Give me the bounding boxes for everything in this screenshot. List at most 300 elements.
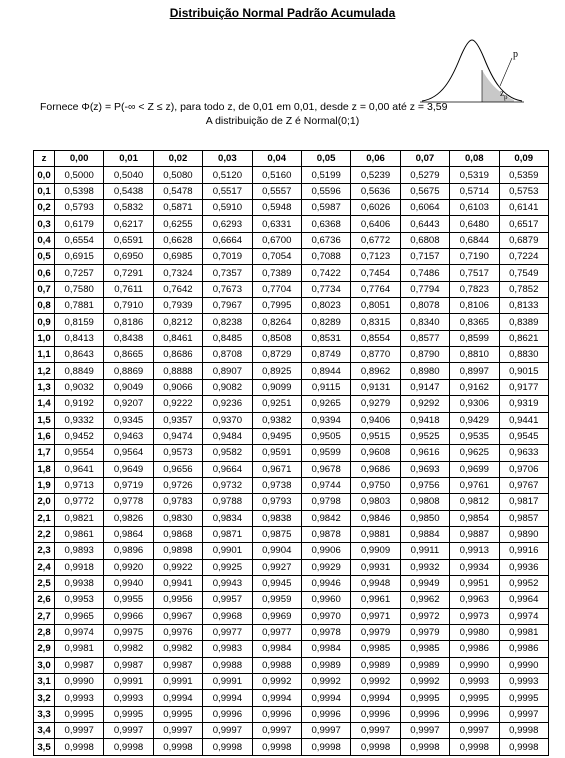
table-cell: 0,9625 bbox=[450, 445, 499, 461]
table-cell: 0,5596 bbox=[301, 183, 350, 199]
row-header-z: 1,1 bbox=[34, 347, 55, 363]
table-cell: 0,9131 bbox=[351, 379, 400, 395]
table-cell: 0,7881 bbox=[55, 298, 104, 314]
table-cell: 0,8531 bbox=[301, 330, 350, 346]
table-cell: 0,7019 bbox=[203, 249, 252, 265]
table-cell: 0,9992 bbox=[400, 674, 449, 690]
table-cell: 0,5832 bbox=[104, 200, 153, 216]
row-header-z: 1,4 bbox=[34, 396, 55, 412]
table-cell: 0,8133 bbox=[499, 298, 548, 314]
table-cell: 0,9821 bbox=[55, 510, 104, 526]
table-cell: 0,9974 bbox=[499, 608, 548, 624]
table-cell: 0,9599 bbox=[301, 445, 350, 461]
table-cell: 0,9761 bbox=[450, 477, 499, 493]
table-cell: 0,9987 bbox=[55, 657, 104, 673]
table-cell: 0,9484 bbox=[203, 428, 252, 444]
table-cell: 0,9995 bbox=[104, 706, 153, 722]
table-row bbox=[34, 314, 549, 330]
table-cell: 0,6141 bbox=[499, 200, 548, 216]
table-cell: 0,7734 bbox=[301, 281, 350, 297]
table-row bbox=[34, 167, 549, 183]
table-cell: 0,9953 bbox=[55, 592, 104, 608]
table-cell: 0,9192 bbox=[55, 396, 104, 412]
table-cell: 0,5398 bbox=[55, 183, 104, 199]
table-cell: 0,8643 bbox=[55, 347, 104, 363]
table-cell: 0,5319 bbox=[450, 167, 499, 183]
table-cell: 0,9988 bbox=[252, 657, 301, 673]
table-cell: 0,9996 bbox=[400, 706, 449, 722]
table-cell: 0,9251 bbox=[252, 396, 301, 412]
row-header-z: 2,3 bbox=[34, 543, 55, 559]
table-cell: 0,9881 bbox=[351, 526, 400, 542]
table-cell: 0,5910 bbox=[203, 200, 252, 216]
table-row bbox=[34, 347, 549, 363]
table-cell: 0,9474 bbox=[153, 428, 202, 444]
table-cell: 0,9864 bbox=[104, 526, 153, 542]
table-cell: 0,9997 bbox=[203, 723, 252, 739]
table-cell: 0,9994 bbox=[252, 690, 301, 706]
table-cell: 0,9279 bbox=[351, 396, 400, 412]
table-cell: 0,9838 bbox=[252, 510, 301, 526]
table-cell: 0,6103 bbox=[450, 200, 499, 216]
table-cell: 0,9798 bbox=[301, 494, 350, 510]
table-cell: 0,9812 bbox=[450, 494, 499, 510]
table-cell: 0,8577 bbox=[400, 330, 449, 346]
table-cell: 0,9904 bbox=[252, 543, 301, 559]
table-cell: 0,7910 bbox=[104, 298, 153, 314]
p-pointer-line bbox=[500, 58, 512, 86]
table-cell: 0,9382 bbox=[252, 412, 301, 428]
table-cell: 0,8708 bbox=[203, 347, 252, 363]
table-cell: 0,9846 bbox=[351, 510, 400, 526]
table-cell: 0,6700 bbox=[252, 232, 301, 248]
table-cell: 0,9778 bbox=[104, 494, 153, 510]
table-cell: 0,6517 bbox=[499, 216, 548, 232]
table-cell: 0,5279 bbox=[400, 167, 449, 183]
table-cell: 0,9032 bbox=[55, 379, 104, 395]
table-cell: 0,9945 bbox=[252, 575, 301, 591]
table-cell: 0,5120 bbox=[203, 167, 252, 183]
table-cell: 0,5160 bbox=[252, 167, 301, 183]
table-cell: 0,9861 bbox=[55, 526, 104, 542]
table-cell: 0,9931 bbox=[351, 559, 400, 575]
table-cell: 0,9803 bbox=[351, 494, 400, 510]
table-cell: 0,6064 bbox=[400, 200, 449, 216]
table-cell: 0,8023 bbox=[301, 298, 350, 314]
table-cell: 0,9406 bbox=[351, 412, 400, 428]
table-cell: 0,9049 bbox=[104, 379, 153, 395]
table-cell: 0,9998 bbox=[252, 739, 301, 755]
table-cell: 0,9970 bbox=[301, 608, 350, 624]
description-line-2: A distribuição de Z é Normal(0;1) bbox=[205, 115, 360, 127]
table-cell: 0,9332 bbox=[55, 412, 104, 428]
table-cell: 0,9901 bbox=[203, 543, 252, 559]
table-cell: 0,7389 bbox=[252, 265, 301, 281]
table-cell: 0,9998 bbox=[203, 739, 252, 755]
table-cell: 0,9793 bbox=[252, 494, 301, 510]
table-row bbox=[34, 641, 549, 657]
table-row bbox=[34, 183, 549, 199]
table-cell: 0,8159 bbox=[55, 314, 104, 330]
table-cell: 0,9989 bbox=[351, 657, 400, 673]
table-cell: 0,7764 bbox=[351, 281, 400, 297]
table-cell: 0,9995 bbox=[55, 706, 104, 722]
table-row bbox=[34, 379, 549, 395]
table-cell: 0,8621 bbox=[499, 330, 548, 346]
table-cell: 0,6480 bbox=[450, 216, 499, 232]
bell-curve bbox=[422, 40, 522, 101]
table-cell: 0,9998 bbox=[301, 739, 350, 755]
table-cell: 0,7257 bbox=[55, 265, 104, 281]
table-cell: 0,9911 bbox=[400, 543, 449, 559]
table-cell: 0,9934 bbox=[450, 559, 499, 575]
table-cell: 0,9082 bbox=[203, 379, 252, 395]
table-cell: 0,5080 bbox=[153, 167, 202, 183]
table-row bbox=[34, 706, 549, 722]
table-cell: 0,9582 bbox=[203, 445, 252, 461]
table-cell: 0,6443 bbox=[400, 216, 449, 232]
table-cell: 0,9591 bbox=[252, 445, 301, 461]
table-row bbox=[34, 592, 549, 608]
table-cell: 0,9996 bbox=[450, 706, 499, 722]
table-row bbox=[34, 674, 549, 690]
table-cell: 0,9913 bbox=[450, 543, 499, 559]
table-cell: 0,8438 bbox=[104, 330, 153, 346]
table-cell: 0,8907 bbox=[203, 363, 252, 379]
table-row bbox=[34, 526, 549, 542]
table-cell: 0,7357 bbox=[203, 265, 252, 281]
table-cell: 0,9997 bbox=[55, 723, 104, 739]
row-header-z: 3,4 bbox=[34, 723, 55, 739]
table-cell: 0,9842 bbox=[301, 510, 350, 526]
table-cell: 0,8729 bbox=[252, 347, 301, 363]
table-cell: 0,8365 bbox=[450, 314, 499, 330]
table-cell: 0,8962 bbox=[351, 363, 400, 379]
table-row bbox=[34, 281, 549, 297]
table-row bbox=[34, 477, 549, 493]
table-cell: 0,9162 bbox=[450, 379, 499, 395]
table-cell: 0,9943 bbox=[203, 575, 252, 591]
table-cell: 0,9994 bbox=[203, 690, 252, 706]
table-cell: 0,9664 bbox=[203, 461, 252, 477]
table-cell: 0,9989 bbox=[301, 657, 350, 673]
table-cell: 0,9981 bbox=[499, 624, 548, 640]
table-cell: 0,8849 bbox=[55, 363, 104, 379]
table-cell: 0,9990 bbox=[55, 674, 104, 690]
table-cell: 0,8925 bbox=[252, 363, 301, 379]
table-cell: 0,9826 bbox=[104, 510, 153, 526]
table-cell: 0,9994 bbox=[301, 690, 350, 706]
table-cell: 0,9616 bbox=[400, 445, 449, 461]
table-cell: 0,9974 bbox=[55, 624, 104, 640]
table-cell: 0,9965 bbox=[55, 608, 104, 624]
table-cell: 0,7704 bbox=[252, 281, 301, 297]
table-cell: 0,9977 bbox=[203, 624, 252, 640]
table-cell: 0,9738 bbox=[252, 477, 301, 493]
table-cell: 0,9979 bbox=[400, 624, 449, 640]
table-cell: 0,7611 bbox=[104, 281, 153, 297]
row-header-z: 0,8 bbox=[34, 298, 55, 314]
column-header-z: z bbox=[34, 151, 55, 167]
table-cell: 0,9306 bbox=[450, 396, 499, 412]
row-header-z: 1,5 bbox=[34, 412, 55, 428]
table-cell: 0,9983 bbox=[203, 641, 252, 657]
table-row bbox=[34, 298, 549, 314]
table-cell: 0,9988 bbox=[203, 657, 252, 673]
table-cell: 0,9967 bbox=[153, 608, 202, 624]
table-cell: 0,9966 bbox=[104, 608, 153, 624]
table-cell: 0,9998 bbox=[351, 739, 400, 755]
table-cell: 0,9949 bbox=[400, 575, 449, 591]
table-cell: 0,6255 bbox=[153, 216, 202, 232]
table-row bbox=[34, 330, 549, 346]
page-title: Distribuição Normal Padrão Acumulada bbox=[169, 6, 396, 20]
table-cell: 0,9977 bbox=[252, 624, 301, 640]
table-cell: 0,7157 bbox=[400, 249, 449, 265]
row-header-z: 3,1 bbox=[34, 674, 55, 690]
table-cell: 0,9998 bbox=[450, 739, 499, 755]
table-cell: 0,8051 bbox=[351, 298, 400, 314]
table-cell: 0,6915 bbox=[55, 249, 104, 265]
table-cell: 0,7486 bbox=[400, 265, 449, 281]
table-row bbox=[34, 428, 549, 444]
table-cell: 0,9441 bbox=[499, 412, 548, 428]
row-header-z: 1,7 bbox=[34, 445, 55, 461]
table-cell: 0,6879 bbox=[499, 232, 548, 248]
row-header-z: 1,0 bbox=[34, 330, 55, 346]
table-cell: 0,9962 bbox=[400, 592, 449, 608]
table-cell: 0,9996 bbox=[301, 706, 350, 722]
row-header-z: 2,9 bbox=[34, 641, 55, 657]
table-cell: 0,9932 bbox=[400, 559, 449, 575]
table-cell: 0,8830 bbox=[499, 347, 548, 363]
table-cell: 0,7939 bbox=[153, 298, 202, 314]
table-cell: 0,6331 bbox=[252, 216, 301, 232]
column-header: 0,02 bbox=[153, 151, 202, 167]
row-header-z: 0,5 bbox=[34, 249, 55, 265]
table-cell: 0,5948 bbox=[252, 200, 301, 216]
table-cell: 0,9319 bbox=[499, 396, 548, 412]
table-cell: 0,9946 bbox=[301, 575, 350, 591]
table-cell: 0,9975 bbox=[104, 624, 153, 640]
table-cell: 0,9177 bbox=[499, 379, 548, 395]
table-cell: 0,8106 bbox=[450, 298, 499, 314]
table-cell: 0,7123 bbox=[351, 249, 400, 265]
table-cell: 0,9991 bbox=[153, 674, 202, 690]
table-cell: 0,8790 bbox=[400, 347, 449, 363]
table-cell: 0,9015 bbox=[499, 363, 548, 379]
table-cell: 0,9726 bbox=[153, 477, 202, 493]
table-row bbox=[34, 575, 549, 591]
row-header-z: 1,6 bbox=[34, 428, 55, 444]
table-cell: 0,7995 bbox=[252, 298, 301, 314]
column-header: 0,04 bbox=[252, 151, 301, 167]
table-row bbox=[34, 216, 549, 232]
row-header-z: 0,1 bbox=[34, 183, 55, 199]
table-cell: 0,9429 bbox=[450, 412, 499, 428]
table-cell: 0,9993 bbox=[450, 674, 499, 690]
table-cell: 0,9573 bbox=[153, 445, 202, 461]
table-cell: 0,9463 bbox=[104, 428, 153, 444]
table-cell: 0,9959 bbox=[252, 592, 301, 608]
table-cell: 0,6293 bbox=[203, 216, 252, 232]
table-cell: 0,9099 bbox=[252, 379, 301, 395]
table-cell: 0,6950 bbox=[104, 249, 153, 265]
column-header: 0,06 bbox=[351, 151, 400, 167]
table-cell: 0,9649 bbox=[104, 461, 153, 477]
table-cell: 0,9992 bbox=[351, 674, 400, 690]
table-cell: 0,9713 bbox=[55, 477, 104, 493]
table-cell: 0,9878 bbox=[301, 526, 350, 542]
table-cell: 0,8389 bbox=[499, 314, 548, 330]
table-cell: 0,9756 bbox=[400, 477, 449, 493]
table-cell: 0,8078 bbox=[400, 298, 449, 314]
row-header-z: 2,5 bbox=[34, 575, 55, 591]
table-cell: 0,9925 bbox=[203, 559, 252, 575]
row-header-z: 2,2 bbox=[34, 526, 55, 542]
row-header-z: 2,0 bbox=[34, 494, 55, 510]
table-cell: 0,8686 bbox=[153, 347, 202, 363]
table-cell: 0,9976 bbox=[153, 624, 202, 640]
table-cell: 0,9854 bbox=[450, 510, 499, 526]
table-cell: 0,9887 bbox=[450, 526, 499, 542]
table-cell: 0,6628 bbox=[153, 232, 202, 248]
table-cell: 0,8461 bbox=[153, 330, 202, 346]
table-cell: 0,9884 bbox=[400, 526, 449, 542]
table-row bbox=[34, 445, 549, 461]
table-cell: 0,9357 bbox=[153, 412, 202, 428]
table-cell: 0,9961 bbox=[351, 592, 400, 608]
table-cell: 0,8315 bbox=[351, 314, 400, 330]
table-cell: 0,9948 bbox=[351, 575, 400, 591]
table-cell: 0,9997 bbox=[252, 723, 301, 739]
table-cell: 0,9394 bbox=[301, 412, 350, 428]
table-row bbox=[34, 690, 549, 706]
table-cell: 0,8340 bbox=[400, 314, 449, 330]
table-row bbox=[34, 249, 549, 265]
table-cell: 0,7642 bbox=[153, 281, 202, 297]
table-cell: 0,5793 bbox=[55, 200, 104, 216]
table-row bbox=[34, 723, 549, 739]
table-cell: 0,9871 bbox=[203, 526, 252, 542]
table-cell: 0,9971 bbox=[351, 608, 400, 624]
table-cell: 0,9890 bbox=[499, 526, 548, 542]
table-cell: 0,9936 bbox=[499, 559, 548, 575]
table-cell: 0,9957 bbox=[203, 592, 252, 608]
table-cell: 0,5359 bbox=[499, 167, 548, 183]
table-row bbox=[34, 657, 549, 673]
table-cell: 0,9656 bbox=[153, 461, 202, 477]
table-cell: 0,9994 bbox=[153, 690, 202, 706]
table-cell: 0,5557 bbox=[252, 183, 301, 199]
table-cell: 0,9960 bbox=[301, 592, 350, 608]
table-cell: 0,9535 bbox=[450, 428, 499, 444]
table-cell: 0,5239 bbox=[351, 167, 400, 183]
table-cell: 0,9732 bbox=[203, 477, 252, 493]
table-cell: 0,9984 bbox=[301, 641, 350, 657]
table-cell: 0,9850 bbox=[400, 510, 449, 526]
table-cell: 0,7054 bbox=[252, 249, 301, 265]
table-body bbox=[34, 167, 549, 755]
table-cell: 0,7088 bbox=[301, 249, 350, 265]
table-cell: 0,8289 bbox=[301, 314, 350, 330]
table-cell: 0,7517 bbox=[450, 265, 499, 281]
table-cell: 0,9997 bbox=[104, 723, 153, 739]
table-cell: 0,9972 bbox=[400, 608, 449, 624]
table-row bbox=[34, 396, 549, 412]
table-row bbox=[34, 608, 549, 624]
table-cell: 0,9996 bbox=[252, 706, 301, 722]
table-cell: 0,5000 bbox=[55, 167, 104, 183]
row-header-z: 2,7 bbox=[34, 608, 55, 624]
column-header: 0,09 bbox=[499, 151, 548, 167]
table-cell: 0,9991 bbox=[104, 674, 153, 690]
table-cell: 0,6591 bbox=[104, 232, 153, 248]
table-cell: 0,8508 bbox=[252, 330, 301, 346]
table-cell: 0,8554 bbox=[351, 330, 400, 346]
table-cell: 0,9980 bbox=[450, 624, 499, 640]
table-cell: 0,7549 bbox=[499, 265, 548, 281]
table-cell: 0,8770 bbox=[351, 347, 400, 363]
table-cell: 0,9525 bbox=[400, 428, 449, 444]
table-cell: 0,9554 bbox=[55, 445, 104, 461]
table-cell: 0,8665 bbox=[104, 347, 153, 363]
table-cell: 0,7852 bbox=[499, 281, 548, 297]
table-cell: 0,9909 bbox=[351, 543, 400, 559]
column-header: 0,05 bbox=[301, 151, 350, 167]
table-cell: 0,9982 bbox=[104, 641, 153, 657]
table-cell: 0,8888 bbox=[153, 363, 202, 379]
table-cell: 0,9896 bbox=[104, 543, 153, 559]
table-cell: 0,9834 bbox=[203, 510, 252, 526]
table-cell: 0,6368 bbox=[301, 216, 350, 232]
table-cell: 0,9857 bbox=[499, 510, 548, 526]
table-cell: 0,9990 bbox=[499, 657, 548, 673]
table-cell: 0,9898 bbox=[153, 543, 202, 559]
table-cell: 0,8869 bbox=[104, 363, 153, 379]
table-cell: 0,9979 bbox=[351, 624, 400, 640]
table-cell: 0,9671 bbox=[252, 461, 301, 477]
p-label: p bbox=[513, 49, 518, 60]
table-cell: 0,7291 bbox=[104, 265, 153, 281]
table-cell: 0,5987 bbox=[301, 200, 350, 216]
table-cell: 0,9993 bbox=[499, 674, 548, 690]
table-cell: 0,9956 bbox=[153, 592, 202, 608]
table-cell: 0,9906 bbox=[301, 543, 350, 559]
table-row bbox=[34, 461, 549, 477]
table-cell: 0,9963 bbox=[450, 592, 499, 608]
row-header-z: 2,1 bbox=[34, 510, 55, 526]
table-cell: 0,8980 bbox=[400, 363, 449, 379]
table-cell: 0,9997 bbox=[450, 723, 499, 739]
table-cell: 0,9952 bbox=[499, 575, 548, 591]
row-header-z: 0,3 bbox=[34, 216, 55, 232]
table-cell: 0,8599 bbox=[450, 330, 499, 346]
table-cell: 0,7967 bbox=[203, 298, 252, 314]
table-cell: 0,9985 bbox=[351, 641, 400, 657]
table-cell: 0,9987 bbox=[153, 657, 202, 673]
table-cell: 0,8264 bbox=[252, 314, 301, 330]
table-cell: 0,9817 bbox=[499, 494, 548, 510]
table-cell: 0,6844 bbox=[450, 232, 499, 248]
table-cell: 0,9998 bbox=[153, 739, 202, 755]
table-cell: 0,9147 bbox=[400, 379, 449, 395]
row-header-z: 3,2 bbox=[34, 690, 55, 706]
table-cell: 0,9292 bbox=[400, 396, 449, 412]
row-header-z: 0,6 bbox=[34, 265, 55, 281]
table-cell: 0,9981 bbox=[55, 641, 104, 657]
table-cell: 0,5675 bbox=[400, 183, 449, 199]
